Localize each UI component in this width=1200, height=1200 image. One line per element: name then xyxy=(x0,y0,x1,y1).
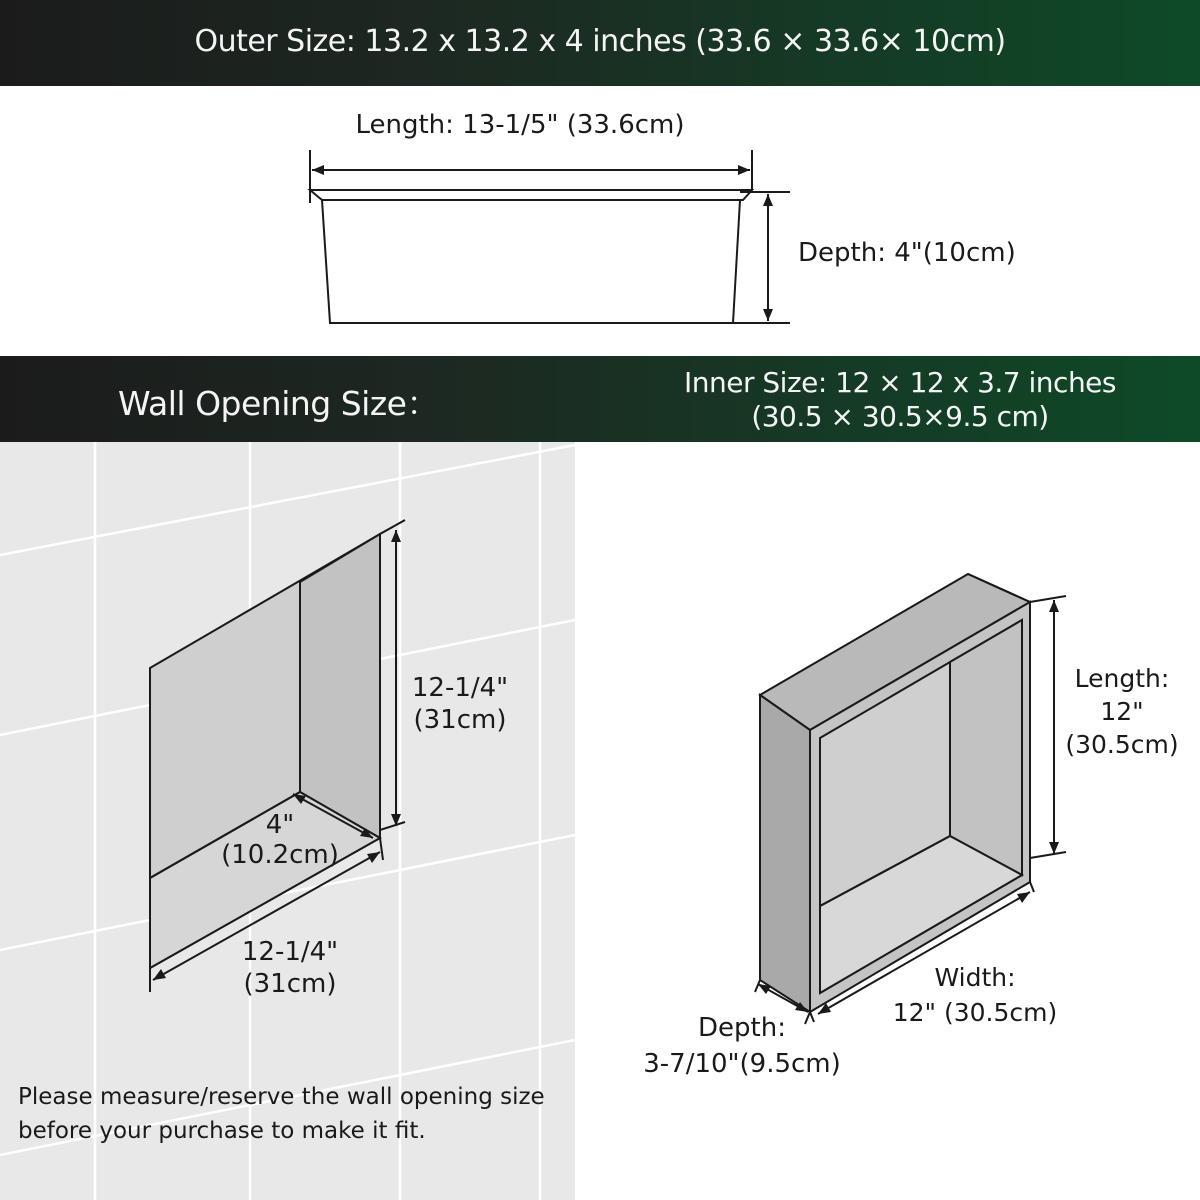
wall-width-label xyxy=(220,936,360,1000)
opening-inner-header xyxy=(0,356,1200,442)
niche-width-title: Width: xyxy=(934,963,1016,992)
niche-length-title: Length: xyxy=(1074,664,1170,693)
wall-depth-label xyxy=(200,810,360,870)
inner-size-title xyxy=(650,366,1150,434)
niche-width-label xyxy=(880,960,1070,1030)
niche-box xyxy=(760,574,1030,1012)
depth-label: Depth: 4"(10cm) xyxy=(798,238,1016,268)
niche-depth-title: Depth: xyxy=(698,1013,786,1043)
wall-height-inches: 12-1/4" xyxy=(411,673,509,703)
body-outline xyxy=(322,200,740,323)
wall-depth-inches: 4" xyxy=(265,810,295,840)
wall-width-cm: (31cm) xyxy=(243,969,337,999)
niche-length-cm: (30.5cm) xyxy=(1065,730,1179,759)
wall-opening-title: Wall Opening Size： xyxy=(118,384,439,423)
niche-width-value: 12" (30.5cm) xyxy=(892,998,1058,1027)
length-label: Length: 13-1/5" (33.6cm) xyxy=(355,110,685,140)
niche-depth-label xyxy=(636,1010,848,1082)
inner-size-line2: (30.5 × 30.5×9.5 cm) xyxy=(751,400,1049,433)
niche-length-inches: 12" xyxy=(1100,697,1144,726)
wall-width-inches: 12-1/4" xyxy=(241,937,339,967)
niche-depth-value: 3-7/10"(9.5cm) xyxy=(643,1049,841,1079)
outer-size-title: Outer Size: 13.2 x 13.2 x 4 inches (33.6 × 33.6× 10cm) xyxy=(194,24,1006,59)
wall-height-label xyxy=(400,672,520,736)
inner-size-line1: Inner Size: 12 × 12 x 3.7 inches xyxy=(684,366,1116,399)
flange-outline xyxy=(310,190,752,200)
wall-depth-cm: (10.2cm) xyxy=(221,840,339,870)
outer-size-header xyxy=(0,0,1200,86)
measurement-note: Please measure/reserve the wall opening size before your purchase to make it fit. xyxy=(18,1084,545,1144)
niche-length-label xyxy=(1062,662,1182,761)
wall-height-cm: (31cm) xyxy=(413,705,507,735)
